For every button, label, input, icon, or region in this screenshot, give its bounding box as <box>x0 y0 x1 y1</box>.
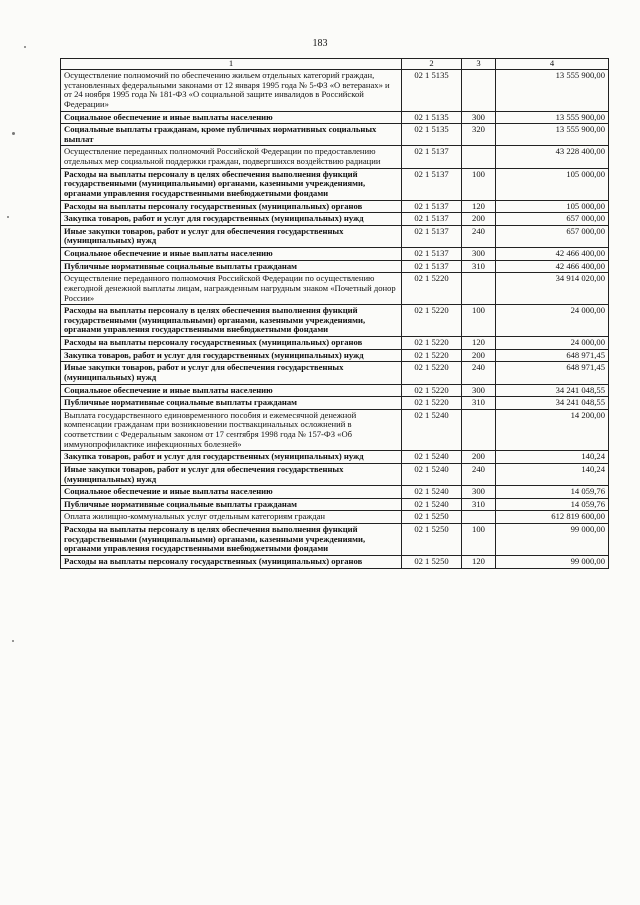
row-expense-type: 310 <box>462 397 496 410</box>
row-amount: 13 555 900,00 <box>496 124 609 146</box>
row-target-code: 02 1 5240 <box>402 463 462 485</box>
table-header-row <box>61 59 609 70</box>
table-row <box>61 124 609 146</box>
row-target-code: 02 1 5135 <box>402 70 462 112</box>
table-row <box>61 463 609 485</box>
row-amount: 648 971,45 <box>496 349 609 362</box>
budget-table-container <box>60 58 608 569</box>
row-expense-type: 300 <box>462 384 496 397</box>
row-expense-type: 240 <box>462 362 496 384</box>
table-row <box>61 168 609 200</box>
row-target-code: 02 1 5137 <box>402 200 462 213</box>
row-expense-type: 200 <box>462 451 496 464</box>
table-row <box>61 111 609 124</box>
row-target-code: 02 1 5137 <box>402 260 462 273</box>
table-row <box>61 349 609 362</box>
row-amount: 14 059,76 <box>496 498 609 511</box>
row-amount: 105 000,00 <box>496 200 609 213</box>
row-amount: 34 241 048,55 <box>496 384 609 397</box>
table-row <box>61 273 609 305</box>
row-name: Социальное обеспечение и иные выплаты населению <box>61 384 402 397</box>
row-name: Социальное обеспечение и иные выплаты населению <box>61 248 402 261</box>
table-row <box>61 225 609 247</box>
row-amount: 99 000,00 <box>496 524 609 556</box>
row-name: Осуществление переданных полномочий Российской Федерации по предоставлению отдельных мер социальной поддержки граждан, подвергшихся воздействию радиации <box>61 146 402 168</box>
row-target-code: 02 1 5137 <box>402 146 462 168</box>
row-name: Расходы на выплаты персоналу государственных (муниципальных) органов <box>61 337 402 350</box>
row-target-code: 02 1 5135 <box>402 111 462 124</box>
row-expense-type: 240 <box>462 463 496 485</box>
row-name: Социальные выплаты гражданам, кроме публичных нормативных социальных выплат <box>61 124 402 146</box>
scan-speck <box>7 216 9 218</box>
row-expense-type: 300 <box>462 486 496 499</box>
row-name: Расходы на выплаты персоналу государственных (муниципальных) органов <box>61 555 402 568</box>
row-expense-type: 120 <box>462 200 496 213</box>
row-expense-type: 300 <box>462 248 496 261</box>
row-name: Публичные нормативные социальные выплаты гражданам <box>61 498 402 511</box>
row-amount: 612 819 600,00 <box>496 511 609 524</box>
row-target-code: 02 1 5240 <box>402 486 462 499</box>
row-expense-type: 320 <box>462 124 496 146</box>
row-target-code: 02 1 5220 <box>402 362 462 384</box>
table-row <box>61 555 609 568</box>
row-target-code: 02 1 5220 <box>402 273 462 305</box>
table-row <box>61 305 609 337</box>
table-row <box>61 362 609 384</box>
row-amount: 13 555 900,00 <box>496 70 609 112</box>
table-row <box>61 200 609 213</box>
row-amount: 648 971,45 <box>496 362 609 384</box>
header-col-4: 4 <box>496 59 609 70</box>
row-amount: 140,24 <box>496 451 609 464</box>
row-expense-type: 200 <box>462 213 496 226</box>
row-target-code: 02 1 5220 <box>402 337 462 350</box>
row-target-code: 02 1 5220 <box>402 384 462 397</box>
table-row <box>61 511 609 524</box>
row-target-code: 02 1 5240 <box>402 451 462 464</box>
row-expense-type: 120 <box>462 337 496 350</box>
row-expense-type: 310 <box>462 260 496 273</box>
row-name: Социальное обеспечение и иные выплаты населению <box>61 486 402 499</box>
table-row <box>61 248 609 261</box>
scan-speck <box>24 46 26 48</box>
row-amount: 13 555 900,00 <box>496 111 609 124</box>
row-target-code: 02 1 5137 <box>402 225 462 247</box>
row-expense-type <box>462 409 496 451</box>
table-row <box>61 486 609 499</box>
table-row <box>61 70 609 112</box>
row-name: Расходы на выплаты персоналу государственных (муниципальных) органов <box>61 200 402 213</box>
row-expense-type: 200 <box>462 349 496 362</box>
row-target-code: 02 1 5137 <box>402 213 462 226</box>
table-row <box>61 146 609 168</box>
table-row <box>61 260 609 273</box>
row-amount: 42 466 400,00 <box>496 260 609 273</box>
row-name: Осуществление полномочий по обеспечению жильем отдельных категорий граждан, установленных федеральными законами от 12 января 1995 года № 5-ФЗ «О ветеранах» и от 24 ноября 1995 года № 181-ФЗ «О социальной защите инвалидов в Российской Федерации» <box>61 70 402 112</box>
row-target-code: 02 1 5220 <box>402 349 462 362</box>
row-expense-type <box>462 146 496 168</box>
row-target-code: 02 1 5137 <box>402 248 462 261</box>
table-row <box>61 337 609 350</box>
row-name: Закупка товаров, работ и услуг для государственных (муниципальных) нужд <box>61 213 402 226</box>
row-target-code: 02 1 5220 <box>402 397 462 410</box>
row-target-code: 02 1 5240 <box>402 409 462 451</box>
row-target-code: 02 1 5135 <box>402 124 462 146</box>
row-amount: 42 466 400,00 <box>496 248 609 261</box>
table-body <box>61 70 609 569</box>
row-expense-type: 300 <box>462 111 496 124</box>
budget-table <box>60 58 609 569</box>
row-expense-type: 120 <box>462 555 496 568</box>
row-target-code: 02 1 5220 <box>402 305 462 337</box>
row-amount: 657 000,00 <box>496 225 609 247</box>
row-target-code: 02 1 5240 <box>402 498 462 511</box>
row-expense-type <box>462 70 496 112</box>
row-target-code: 02 1 5137 <box>402 168 462 200</box>
row-amount: 140,24 <box>496 463 609 485</box>
row-amount: 99 000,00 <box>496 555 609 568</box>
row-expense-type: 100 <box>462 524 496 556</box>
row-amount: 34 241 048,55 <box>496 397 609 410</box>
row-expense-type: 100 <box>462 168 496 200</box>
table-row <box>61 409 609 451</box>
row-amount: 24 000,00 <box>496 337 609 350</box>
table-row <box>61 213 609 226</box>
header-col-3: 3 <box>462 59 496 70</box>
scan-speck <box>12 132 15 135</box>
row-name: Публичные нормативные социальные выплаты гражданам <box>61 260 402 273</box>
row-target-code: 02 1 5250 <box>402 555 462 568</box>
row-expense-type: 100 <box>462 305 496 337</box>
row-target-code: 02 1 5250 <box>402 511 462 524</box>
row-name: Публичные нормативные социальные выплаты гражданам <box>61 397 402 410</box>
table-row <box>61 498 609 511</box>
table-row <box>61 451 609 464</box>
row-amount: 657 000,00 <box>496 213 609 226</box>
row-amount: 105 000,00 <box>496 168 609 200</box>
row-expense-type <box>462 511 496 524</box>
row-name: Осуществление переданного полномочия Российской Федерации по осуществлению ежегодной денежной выплаты лицам, награжденным нагрудным знаком «Почетный донор России» <box>61 273 402 305</box>
row-expense-type: 240 <box>462 225 496 247</box>
header-col-2: 2 <box>402 59 462 70</box>
row-amount: 14 200,00 <box>496 409 609 451</box>
table-row <box>61 524 609 556</box>
table-row <box>61 384 609 397</box>
row-name: Закупка товаров, работ и услуг для государственных (муниципальных) нужд <box>61 451 402 464</box>
row-name: Иные закупки товаров, работ и услуг для обеспечения государственных (муниципальных) нужд <box>61 362 402 384</box>
row-name: Оплата жилищно-коммунальных услуг отдельным категориям граждан <box>61 511 402 524</box>
row-name: Закупка товаров, работ и услуг для государственных (муниципальных) нужд <box>61 349 402 362</box>
row-name: Расходы на выплаты персоналу в целях обеспечения выполнения функций государственными (муниципальными) органами, казенными учреждениями, органами управления государственными внебюджетными фондами <box>61 168 402 200</box>
row-name: Социальное обеспечение и иные выплаты населению <box>61 111 402 124</box>
row-amount: 14 059,76 <box>496 486 609 499</box>
row-name: Иные закупки товаров, работ и услуг для обеспечения государственных (муниципальных) нужд <box>61 225 402 247</box>
row-amount: 43 228 400,00 <box>496 146 609 168</box>
row-expense-type <box>462 273 496 305</box>
page-number: 183 <box>312 38 328 49</box>
row-amount: 34 914 020,00 <box>496 273 609 305</box>
header-col-1: 1 <box>61 59 402 70</box>
row-amount: 24 000,00 <box>496 305 609 337</box>
scan-speck <box>12 640 14 642</box>
table-row <box>61 397 609 410</box>
row-name: Расходы на выплаты персоналу в целях обеспечения выполнения функций государственными (муниципальными) органами, казенными учреждениями, органами управления государственными внебюджетными фондами <box>61 305 402 337</box>
row-name: Расходы на выплаты персоналу в целях обеспечения выполнения функций государственными (муниципальными) органами, казенными учреждениями, органами управления государственными внебюджетными фондами <box>61 524 402 556</box>
row-name: Иные закупки товаров, работ и услуг для обеспечения государственных (муниципальных) нужд <box>61 463 402 485</box>
row-expense-type: 310 <box>462 498 496 511</box>
row-target-code: 02 1 5250 <box>402 524 462 556</box>
row-name: Выплата государственного единовременного пособия и ежемесячной денежной компенсации гражданам при возникновении поствакцинальных осложнений в соответствии с Федеральным законом от 17 сентября 1998 года № 157-ФЗ «Об иммунопрофилактике инфекционных болезней» <box>61 409 402 451</box>
